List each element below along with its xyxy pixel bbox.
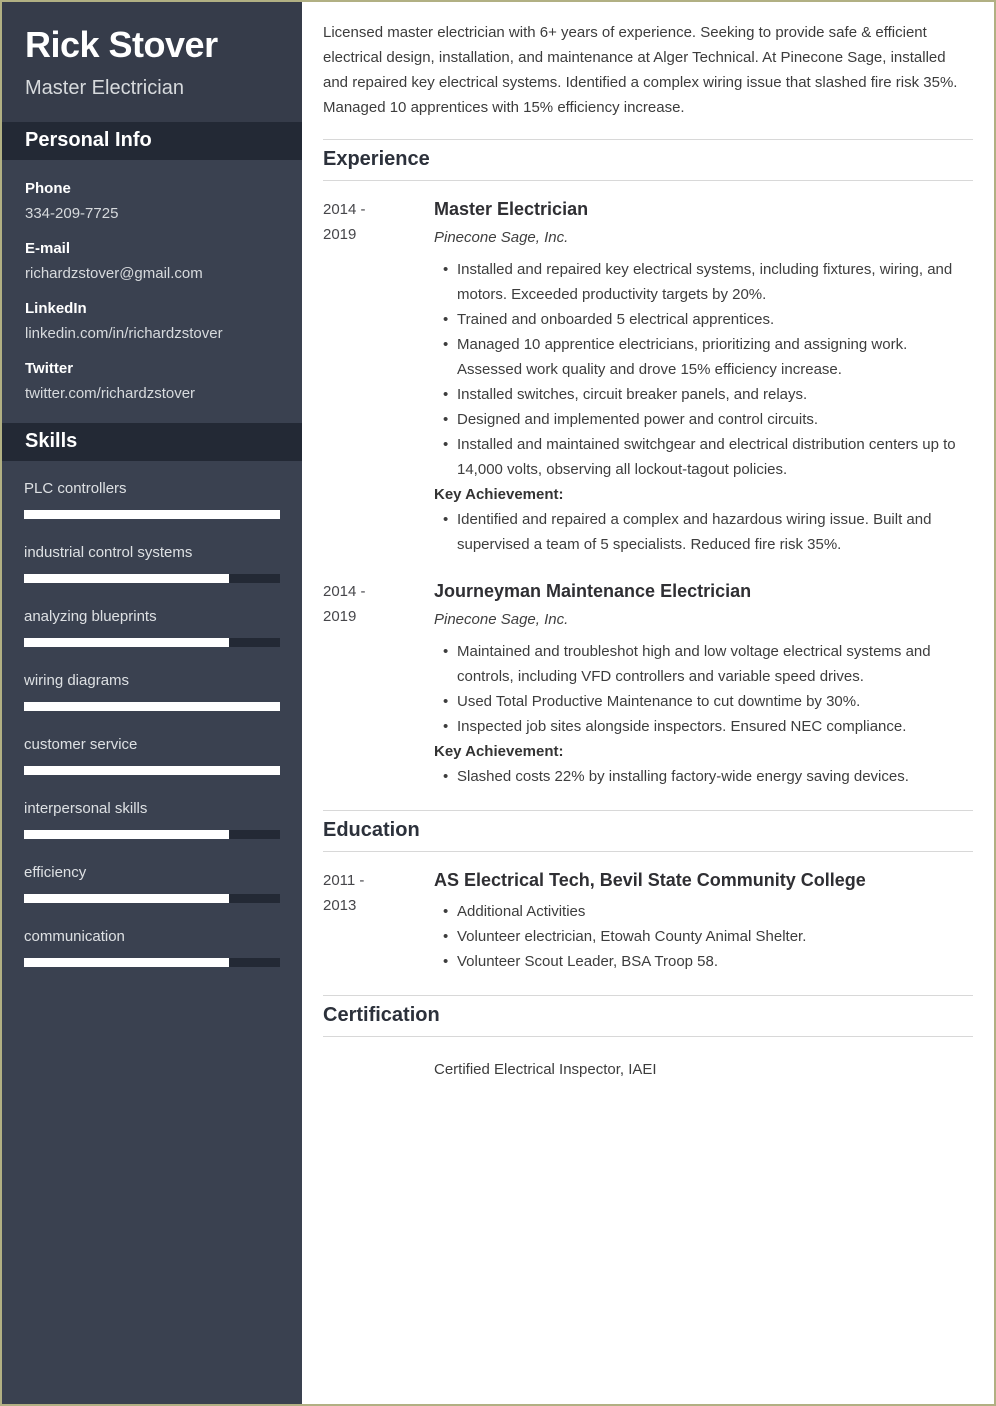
section-heading-education: Education — [323, 810, 973, 852]
summary-paragraph: Licensed master electrician with 6+ years of experience. Seeking to provide safe & efficient electrical design, installation, and maintenance at Alger Technical. At Pinecone Sage, installed and repaired key electrical systems. Identified a complex wiring issue that slashed fire risk 35%. Managed 10 apprentices with 15% efficiency increase. — [323, 24, 958, 116]
bullet-list — [434, 639, 973, 739]
skill-item — [24, 799, 280, 839]
personal-info-heading: Personal Info — [2, 122, 302, 160]
entry-dates — [323, 868, 434, 974]
resume-entry — [323, 579, 973, 789]
personal-info-item — [25, 239, 279, 283]
key-achievement-label: Key Achievement: — [434, 486, 564, 503]
entry-content — [434, 1053, 973, 1082]
bullet-list — [434, 899, 973, 974]
skill-label: interpersonal skills — [24, 800, 148, 817]
entry-date-end: 2013 — [323, 897, 357, 914]
skill-level-bar — [24, 958, 280, 967]
entry-dates — [323, 579, 434, 789]
resume-sections — [323, 139, 973, 1103]
skill-level-fill — [24, 702, 280, 711]
personal-info-label: Phone — [25, 180, 71, 197]
section-body — [323, 1037, 973, 1103]
personal-info-label: E-mail — [25, 240, 71, 257]
skill-level-bar — [24, 638, 280, 647]
skill-level-fill — [24, 958, 229, 967]
skill-item — [24, 735, 280, 775]
skill-level-bar — [24, 574, 280, 583]
entry-company: Pinecone Sage, Inc. — [434, 611, 569, 628]
candidate-name: Rick Stover — [25, 24, 218, 65]
bullet-item: • Managed 10 apprentice electricians, prioritizing and assigning work. Assessed work quality and drove 15% efficiency increase. — [434, 332, 973, 382]
certification-text: Certified Electrical Inspector, IAEI — [434, 1061, 657, 1078]
skill-level-fill — [24, 574, 229, 583]
resume-entry — [323, 1053, 973, 1082]
personal-info-item — [25, 359, 279, 403]
skill-level-bar — [24, 894, 280, 903]
sidebar — [2, 2, 302, 1404]
bullet-item: • Additional Activities — [434, 899, 973, 924]
entry-date-end: 2019 — [323, 608, 357, 625]
entry-title: AS Electrical Tech, Bevil State Community College — [434, 870, 866, 890]
personal-info-value: twitter.com/richardzstover — [25, 385, 196, 402]
skill-item — [24, 863, 280, 903]
bullet-list — [434, 257, 973, 482]
personal-info-value: richardzstover@gmail.com — [25, 265, 203, 282]
skill-level-fill — [24, 766, 280, 775]
section-heading-experience: Experience — [323, 139, 973, 181]
skill-label: industrial control systems — [24, 544, 193, 561]
skill-level-fill — [24, 894, 229, 903]
entry-title: Journeyman Maintenance Electrician — [434, 581, 752, 601]
skill-item — [24, 479, 280, 519]
skill-label: wiring diagrams — [24, 672, 130, 689]
entry-company: Pinecone Sage, Inc. — [434, 229, 569, 246]
bullet-item: • Volunteer Scout Leader, BSA Troop 58. — [434, 949, 973, 974]
candidate-title: Master Electrician — [25, 77, 184, 99]
personal-info-value: 334-209-7725 — [25, 205, 119, 222]
skill-label: efficiency — [24, 864, 87, 881]
skill-item — [24, 543, 280, 583]
resume-entry — [323, 868, 973, 974]
skill-level-fill — [24, 638, 229, 647]
section-heading-certification: Certification — [323, 995, 973, 1037]
sidebar-header — [2, 2, 302, 122]
section-body — [323, 852, 973, 995]
bullet-item: • Installed switches, circuit breaker panels, and relays. — [434, 382, 973, 407]
skills-list — [2, 461, 302, 1001]
skill-item — [24, 671, 280, 711]
skill-level-bar — [24, 702, 280, 711]
bullet-item: • Designed and implemented power and control circuits. — [434, 407, 973, 432]
entry-dates — [323, 197, 434, 557]
personal-info-value: linkedin.com/in/richardzstover — [25, 325, 223, 342]
personal-info-item — [25, 299, 279, 343]
entry-date-start: 2014 - — [323, 583, 366, 600]
entry-date-start: 2011 - — [323, 872, 365, 889]
skill-level-fill — [24, 830, 229, 839]
skill-level-fill — [24, 510, 280, 519]
skill-label: analyzing blueprints — [24, 608, 157, 625]
entry-content — [434, 197, 973, 557]
bullet-item: • Installed and maintained switchgear and electrical distribution centers up to 14,000 volts, observing all lockout-tagout policies. — [434, 432, 973, 482]
skill-label: PLC controllers — [24, 480, 127, 497]
skills-heading: Skills — [2, 423, 302, 461]
entry-title: Master Electrician — [434, 199, 589, 219]
skill-level-bar — [24, 830, 280, 839]
personal-info-label: LinkedIn — [25, 300, 87, 317]
entry-content — [434, 579, 973, 789]
skill-label: customer service — [24, 736, 138, 753]
resume-entry — [323, 197, 973, 557]
main-content — [302, 2, 994, 1404]
key-achievement-label: Key Achievement: — [434, 743, 564, 760]
section-body — [323, 181, 973, 810]
entry-content — [434, 868, 973, 974]
bullet-item: • Used Total Productive Maintenance to cut downtime by 30%. — [434, 689, 973, 714]
bullet-item: • Identified and repaired a complex and hazardous wiring issue. Built and supervised a team of 5 specialists. Reduced fire risk 35%. — [434, 507, 973, 557]
bullet-item: • Trained and onboarded 5 electrical apprentices. — [434, 307, 973, 332]
personal-info-list — [2, 160, 302, 423]
skill-label: communication — [24, 928, 125, 945]
personal-info-item — [25, 179, 279, 223]
skill-level-bar — [24, 510, 280, 519]
entry-dates — [323, 1053, 434, 1082]
bullet-item: • Installed and repaired key electrical systems, including fixtures, wiring, and motors. Exceeded productivity targets by 20%. — [434, 257, 973, 307]
bullet-item: • Volunteer electrician, Etowah County Animal Shelter. — [434, 924, 973, 949]
bullet-item: • Maintained and troubleshot high and low voltage electrical systems and controls, including VFD controllers and variable speed drives. — [434, 639, 973, 689]
skill-item — [24, 927, 280, 967]
bullet-list — [434, 764, 973, 789]
entry-date-end: 2019 — [323, 226, 357, 243]
skill-item — [24, 607, 280, 647]
bullet-item: • Inspected job sites alongside inspectors. Ensured NEC compliance. — [434, 714, 973, 739]
bullet-item: • Slashed costs 22% by installing factory-wide energy saving devices. — [434, 764, 973, 789]
bullet-list — [434, 507, 973, 557]
skill-level-bar — [24, 766, 280, 775]
personal-info-label: Twitter — [25, 360, 74, 377]
entry-date-start: 2014 - — [323, 201, 366, 218]
